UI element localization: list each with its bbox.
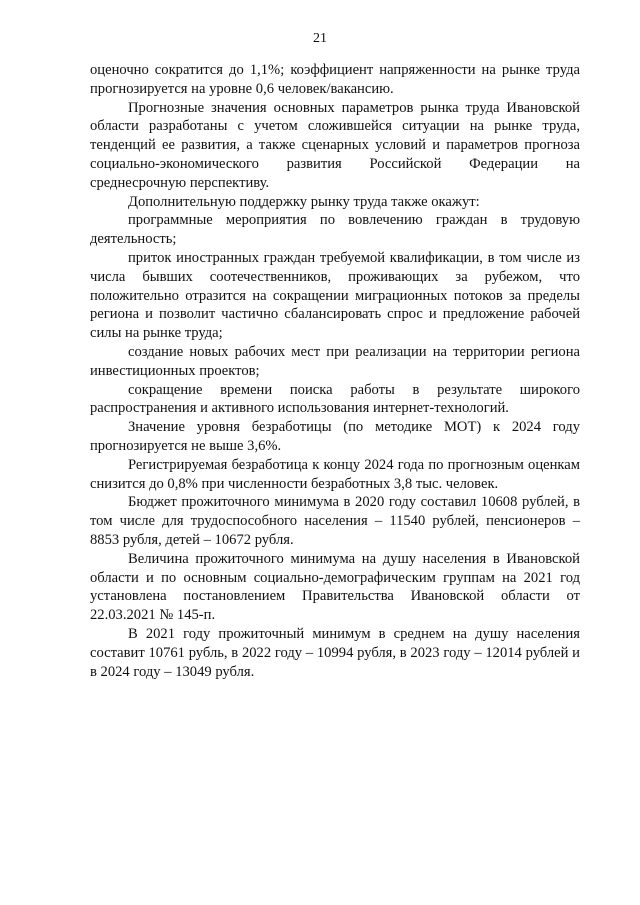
list-item-new-jobs: создание новых рабочих мест при реализации на территории региона инвестиционных проектов; bbox=[90, 343, 580, 379]
paragraph-subsistence-minimum: Величина прожиточного минимума на душу населения в Ивановской области и по основным социально-демографическим группам на 2021 год установлена постановлением Правительства Ивановской области от 22.03.2021 № 145-п. bbox=[90, 550, 580, 624]
paragraph-support-intro: Дополнительную поддержку рынку труда также окажут: bbox=[128, 193, 480, 210]
paragraph-continuation: оценочно сократится до 1,1%; коэффициент напряженности на рынке труда прогнозируется на уровне 0,6 человек/вакансию. bbox=[90, 62, 580, 97]
list-item-foreign-citizens: приток иностранных граждан требуемой квалификации, в том числе из числа бывших соотечественников, проживающих за рубежом, что положительно отразится на сокращении миграционных потоков за пределы региона и позволит частично сбалансировать спрос и предложение рабочей силы на рынке труда; bbox=[90, 249, 580, 342]
paragraph-forecast-basis: Прогнозные значения основных параметров рынка труда Ивановской области разработаны с учетом сложившейся ситуации на рынке труда, тенденций ее развития, а также сценарных условий и параметров прогноза социально-экономического развития Российской Федерации на среднесрочную перспективу. bbox=[90, 99, 580, 191]
page-number: 21 bbox=[313, 31, 327, 46]
paragraph-registered-unemployment: Регистрируемая безработица к концу 2024 года по прогнозным оценкам снизится до 0,8% при численности безработных 3,8 тыс. человек. bbox=[90, 456, 580, 492]
paragraph-unemployment-ilo: Значение уровня безработицы (по методике МОТ) к 2024 году прогнозируется не выше 3,6%. bbox=[90, 419, 580, 454]
document-body bbox=[90, 61, 580, 681]
paragraph-subsistence-forecast: В 2021 году прожиточный минимум в среднем на душу населения составит 10761 рубль, в 2022 году – 10994 рубля, в 2023 году – 12014 рублей и в 2024 году – 13049 рубля. bbox=[90, 625, 580, 680]
paragraph-subsistence-budget: Бюджет прожиточного минимума в 2020 году составил 10608 рублей, в том числе для трудоспособного населения – 11540 рублей, пенсионеров – 8853 рубля, детей – 10672 рубля. bbox=[90, 494, 580, 548]
list-item-programs: программные мероприятия по вовлечению граждан в трудовую деятельность; bbox=[90, 212, 580, 248]
list-item-job-search: сокращение времени поиска работы в результате широкого распространения и активного использования интернет-технологий. bbox=[90, 381, 580, 417]
